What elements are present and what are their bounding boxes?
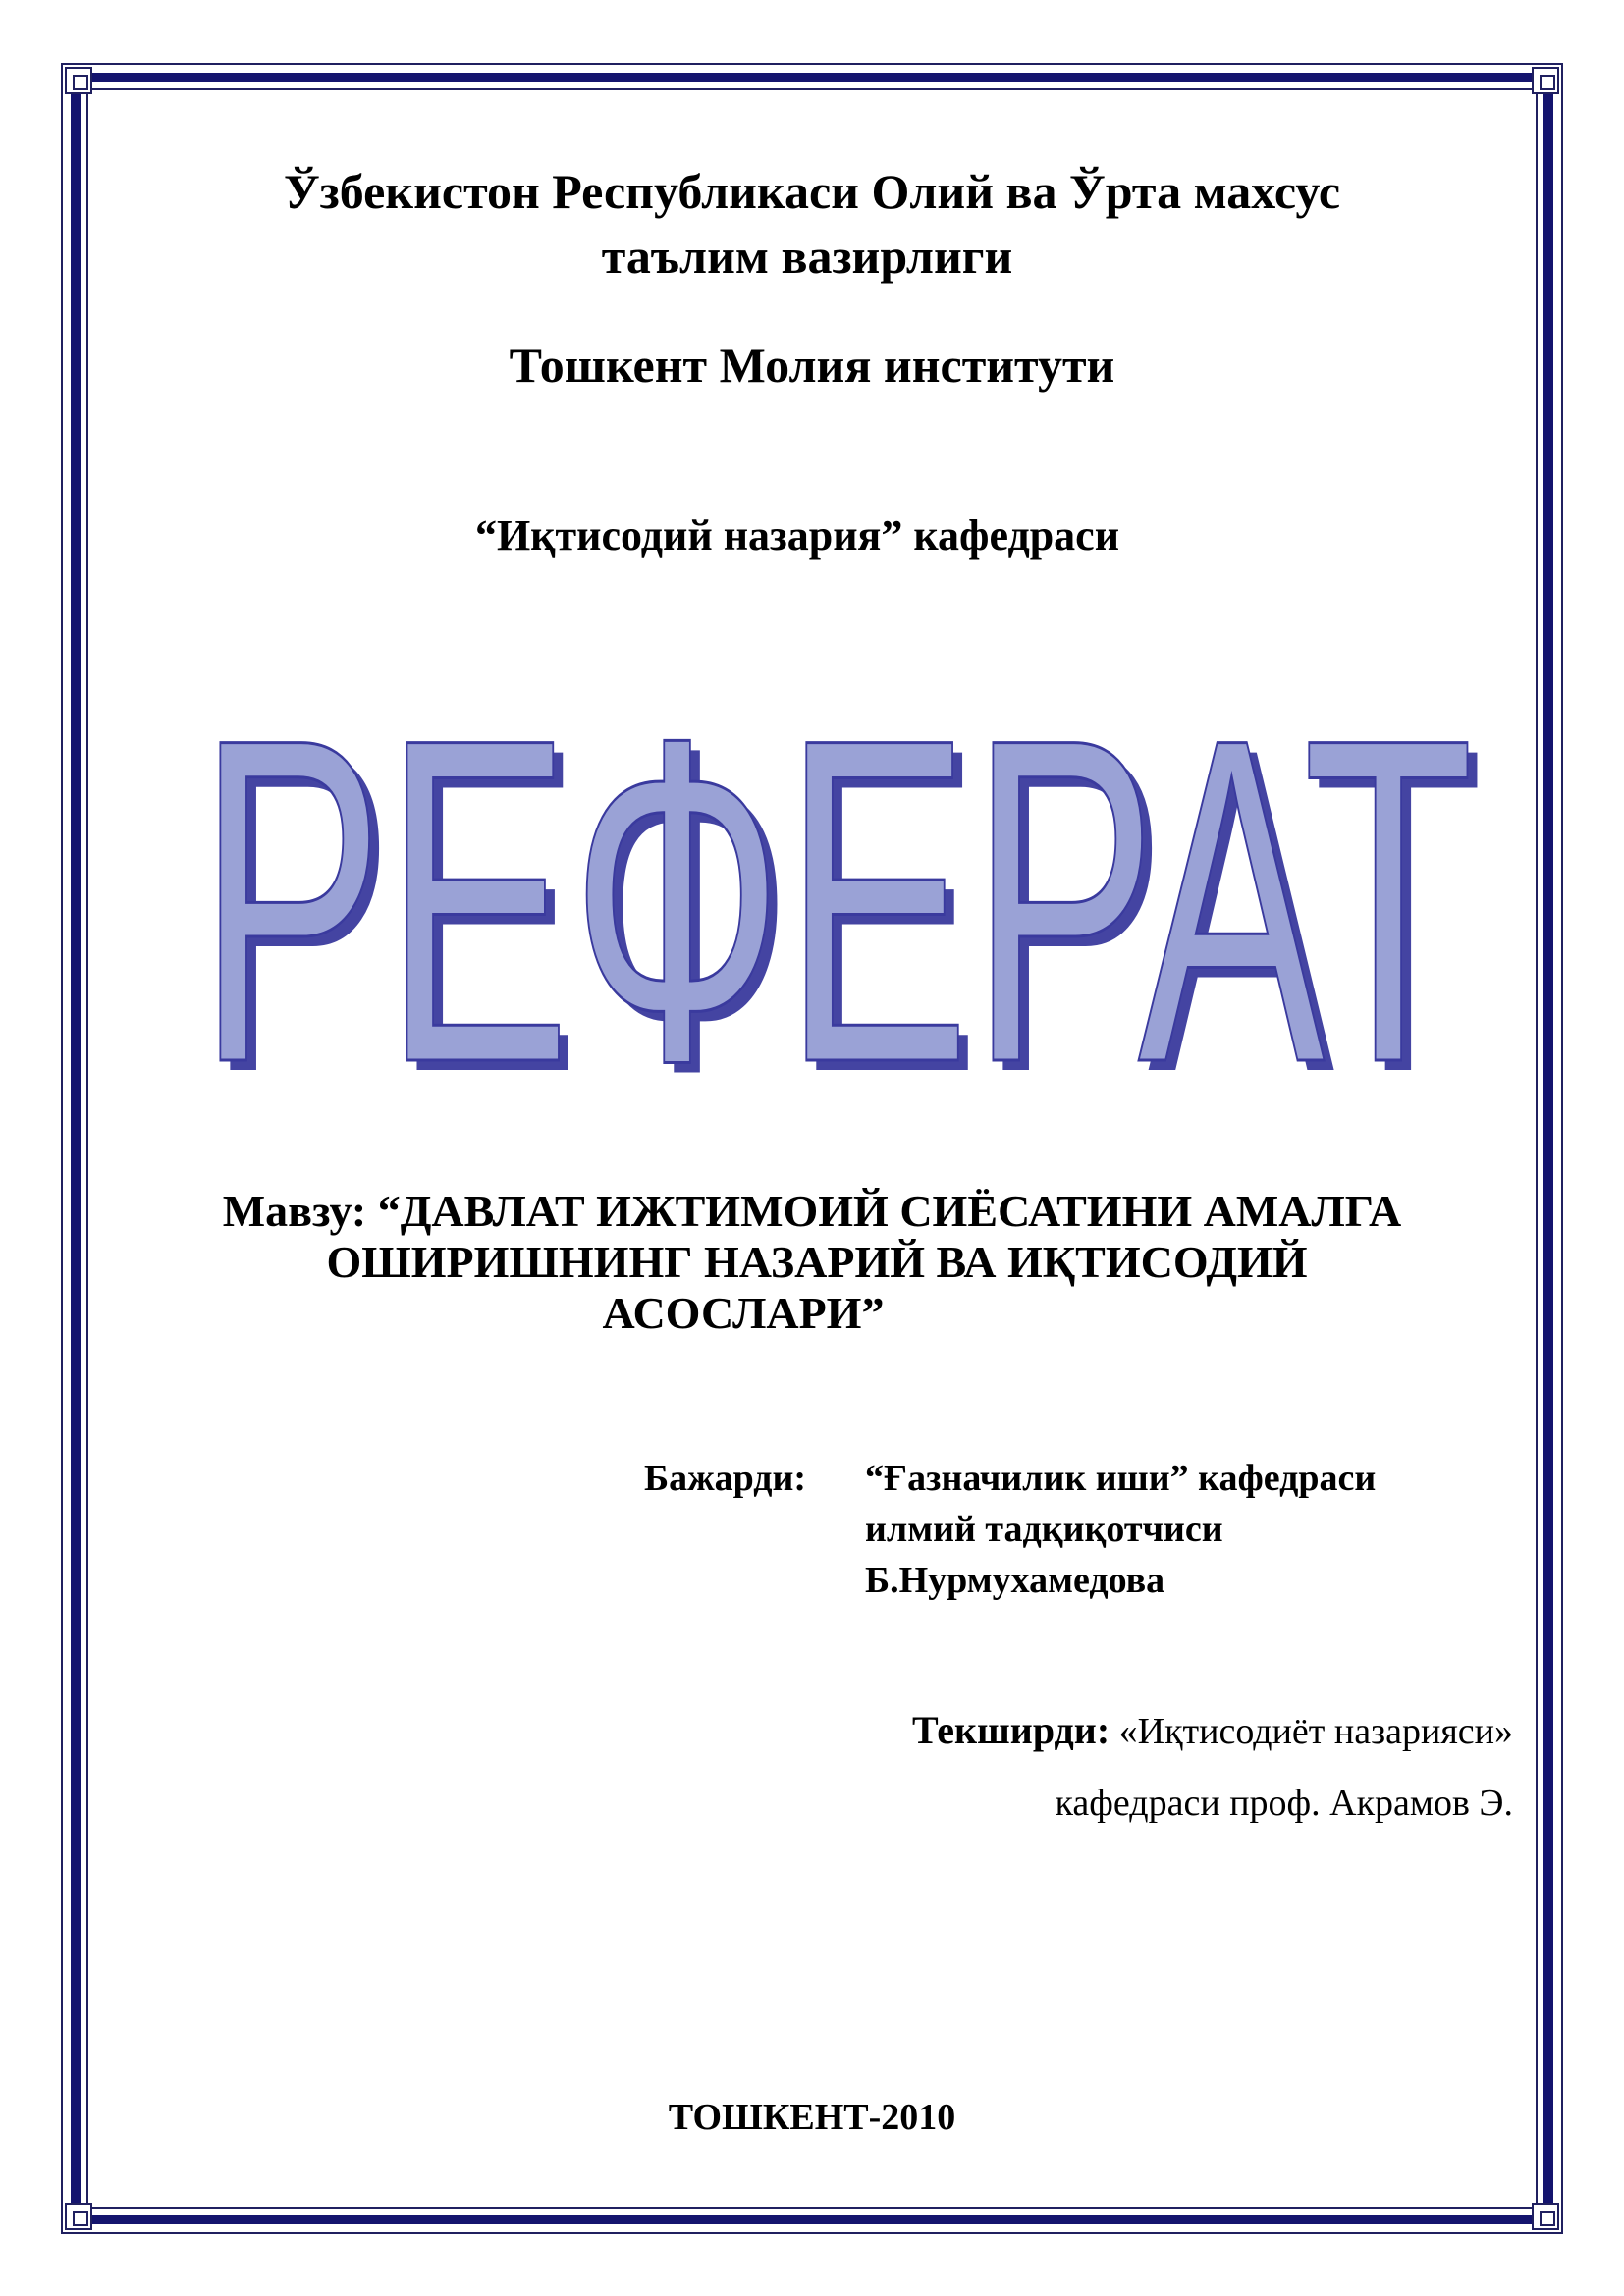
checker-department: «Иқтисодиёт назарияси» [1118, 1711, 1513, 1752]
checker-line-2: кафедраси проф. Акрамов Э. [1055, 1783, 1513, 1824]
border-corner-ornament [1532, 2203, 1559, 2230]
document-title [191, 677, 1488, 1090]
ministry-line-2: таълим вазирлиги [601, 229, 1013, 284]
document-title-shadow: РЕФЕРАТ [207, 677, 1484, 1090]
border-corner-ornament [65, 67, 92, 94]
border-corner-ornament [1532, 67, 1559, 94]
topic-line-3: АСОСЛАРИ” [602, 1288, 885, 1338]
department-name: “Иқтисодий назария” кафедраси [474, 511, 1120, 560]
checker-line-1 [912, 1706, 1513, 1756]
performer-line-2: илмий тадқиқотчиси [865, 1509, 1223, 1550]
institute-name: Тошкент Молия институти [509, 338, 1115, 393]
city-year: ТОШКЕНТ-2010 [668, 2097, 956, 2138]
performer-label: Бажарди: [644, 1458, 807, 1499]
topic-line-1: Мавзу: “ДАВЛАТ ИЖТИМОИЙ СИЁСАТИНИ АМАЛГА [222, 1186, 1402, 1236]
ministry-line-1: Ўзбекистон Республикаси Олий ва Ўрта махсус [283, 164, 1341, 219]
topic-heading [0, 1186, 1624, 1339]
ministry-heading [0, 159, 1624, 289]
performer-name: Б.Нурмухамедова [865, 1560, 1165, 1601]
performer-details [865, 1453, 1376, 1606]
page-border-inner [86, 88, 1538, 2209]
topic-line-2: ОШИРИШНИНГ НАЗАРИЙ ВА ИҚТИСОДИЙ [326, 1237, 1308, 1287]
performer-line-1: “Ғазначилик иши” кафедраси [865, 1458, 1377, 1499]
document-title-text: РЕФЕРАТ [197, 677, 1474, 1090]
border-corner-ornament [65, 2203, 92, 2230]
checker-label: Текширди: [912, 1708, 1110, 1752]
